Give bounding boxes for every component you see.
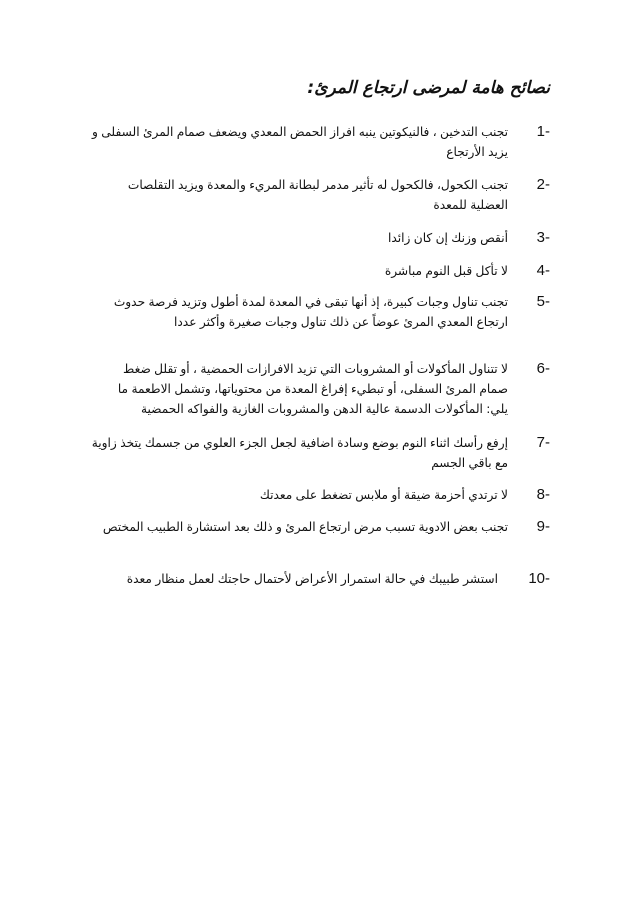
tip-item-1 (88, 122, 550, 162)
tip-item-9 (88, 517, 550, 537)
tip-number: 2- (536, 176, 550, 193)
tip-item-6 (88, 359, 550, 419)
tip-item-4 (88, 261, 550, 281)
tip-number: 3- (536, 229, 550, 246)
tip-item-5 (88, 292, 550, 332)
tip-text: تجنب التدخين ، فالنيكوتين ينبه افراز الحمض المعدي ويضعف صمام المرئ السفلى و يزيد الأرتجاع (92, 125, 508, 159)
tip-item-7 (88, 433, 550, 473)
tip-number: 6- (536, 360, 550, 377)
tip-item-8 (88, 485, 550, 505)
tip-text: تجنب تناول وجبات كبيرة، إذ أنها تبقى في المعدة لمدة أطول وتزيد فرصة حدوث ارتجاع المعدي المرئ عوضاً عن ذلك تناول وجبات صغيرة وأكثر عددا (113, 295, 508, 329)
tip-text: تجنب الكحول، فالكحول له تأثير مدمر لبطانة المريء والمعدة ويزيد التقلصات العضلية للمعدة (127, 178, 508, 212)
tip-text: استشر طبيبك في حالة استمرار الأعراض لأحتمال حاجتك لعمل منظار معدة (126, 572, 498, 586)
tip-number: 10- (528, 570, 550, 587)
tip-item-3 (88, 228, 550, 248)
tip-number: 8- (536, 486, 550, 503)
tip-number: 4- (536, 262, 550, 279)
tip-number: 1- (536, 123, 550, 140)
tip-number: 7- (536, 434, 550, 451)
document-title: نصائح هامة لمرضى ارتجاع المرئ: (307, 78, 550, 98)
tip-number: 5- (536, 293, 550, 310)
tip-text: لا تتناول المأكولات أو المشروبات التي تزيد الافرازات الحمضية ، أو تقلل ضغط صمام المرئ السفلى، أو تبطيء إفراغ المعدة من محتوياتها، وتشمل الاطعمة ما يلي: المأكولات الدسمة عالية الدهن والمشروبات الغازية والفواكه الحمضية (117, 362, 508, 416)
tip-text: إرفع رأسك اثناء النوم بوضع وسادة اضافية لجعل الجزء العلوي من جسمك يتخذ زاوية مع باقي الجسم (91, 436, 508, 470)
tip-item-10 (88, 569, 550, 589)
tip-text: تجنب بعض الادوية تسبب مرض ارتجاع المرئ و ذلك بعد استشارة الطبيب المختص (102, 520, 508, 534)
tip-text: لا ترتدي أحزمة ضيقة أو ملابس تضغط على معدتك (259, 488, 508, 502)
tip-text: أنقص وزنك إن كان زائدا (387, 231, 508, 245)
tip-item-2 (88, 175, 550, 215)
tip-number: 9- (536, 518, 550, 535)
tip-text: لا تأكل قبل النوم مباشرة (384, 264, 508, 278)
